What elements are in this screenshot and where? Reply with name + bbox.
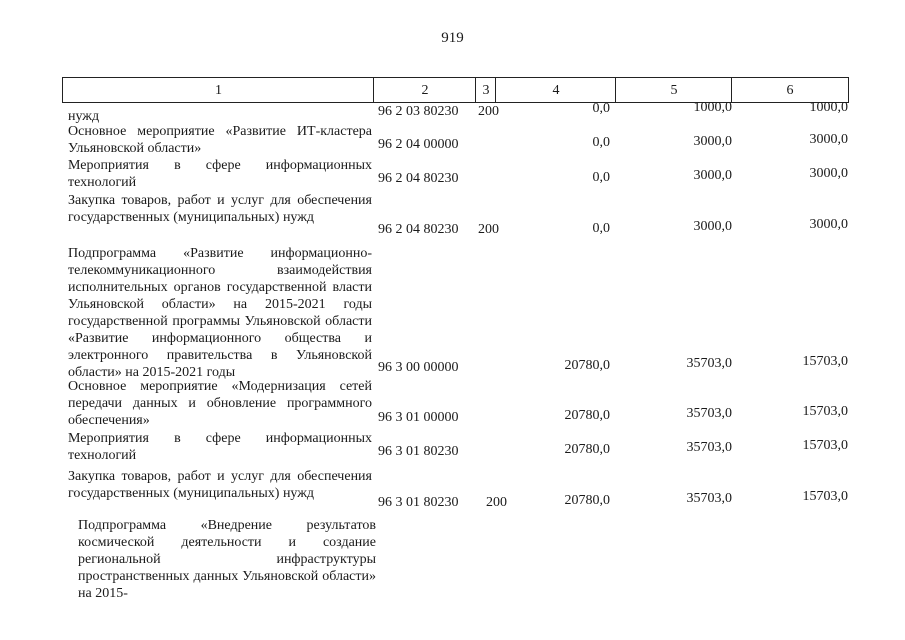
row-code: 96 2 04 80230	[378, 222, 459, 237]
row-value-col4: 0,0	[592, 170, 610, 185]
header-col-1: 1	[62, 77, 374, 103]
row-value-col6: 3000,0	[809, 217, 848, 232]
row-value-col5: 3000,0	[693, 134, 732, 149]
row-value-col6: 15703,0	[802, 354, 848, 369]
row-value-col6: 15703,0	[802, 489, 848, 504]
row-value-col5: 3000,0	[693, 219, 732, 234]
row-name: Мероприятия в сфере информационных технологий	[68, 158, 372, 190]
row-value-col6: 3000,0	[809, 132, 848, 147]
header-col-5: 5	[615, 77, 732, 103]
row-value-col5: 35703,0	[686, 491, 732, 506]
row-code: 96 2 03 80230	[378, 104, 459, 119]
row-value-col4: 20780,0	[564, 358, 610, 373]
row-value-col5: 3000,0	[693, 168, 732, 183]
row-vr: 200	[478, 104, 499, 119]
row-vr: 200	[486, 495, 507, 510]
header-col-6: 6	[731, 77, 849, 103]
row-code: 96 2 04 00000	[378, 137, 459, 152]
row-value-col4: 0,0	[592, 221, 610, 236]
row-name: Закупка товаров, работ и услуг для обеспечения государственных (муниципальных) нужд	[68, 469, 372, 501]
row-value-col4: 20780,0	[564, 442, 610, 457]
row-value-col4: 0,0	[592, 135, 610, 150]
row-value-col4: 20780,0	[564, 493, 610, 508]
row-value-col5: 35703,0	[686, 406, 732, 421]
row-name: Основное мероприятие «Модернизация сетей передачи данных и обновление программного обеспечения»	[68, 379, 372, 428]
row-value-col5: 35703,0	[686, 356, 732, 371]
row-value-col6: 3000,0	[809, 166, 848, 181]
row-name: нужд	[68, 109, 100, 124]
row-value-col4: 0,0	[592, 101, 610, 116]
row-value-col6: 15703,0	[802, 438, 848, 453]
row-vr: 200	[478, 222, 499, 237]
header-col-3: 3	[475, 77, 496, 103]
row-name: Закупка товаров, работ и услуг для обеспечения государственных (муниципальных) нужд	[68, 193, 372, 225]
header-col-2: 2	[373, 77, 476, 103]
row-value-col6: 15703,0	[802, 404, 848, 419]
row-code: 96 3 01 80230	[378, 495, 459, 510]
row-value-col5: 1000,0	[693, 100, 732, 115]
row-code: 96 3 00 00000	[378, 360, 459, 375]
header-col-4: 4	[495, 77, 616, 103]
page-number: 919	[441, 30, 464, 46]
row-code: 96 2 04 80230	[378, 171, 459, 186]
row-value-col6: 1000,0	[809, 100, 848, 115]
row-code: 96 3 01 80230	[378, 444, 459, 459]
row-name: Подпрограмма «Внедрение результатов космической деятельности и создание региональной инфраструктуры пространственных данных Ульяновской области» на 2015-	[78, 518, 376, 601]
row-name: Мероприятия в сфере информационных технологий	[68, 431, 372, 463]
row-value-col5: 35703,0	[686, 440, 732, 455]
row-value-col4: 20780,0	[564, 408, 610, 423]
row-name: Подпрограмма «Развитие информационно-телекоммуникационного взаимодействия исполнительных органов государственной власти Ульяновской области» на 2015-2021 годы государственной программы Ульяновской области «Развитие информационного общества и электронного правительства в Ульяновской области» на 2015-2021 годы	[68, 246, 372, 380]
row-name: Основное мероприятие «Развитие ИТ-кластера Ульяновской области»	[68, 124, 372, 156]
row-code: 96 3 01 00000	[378, 410, 459, 425]
